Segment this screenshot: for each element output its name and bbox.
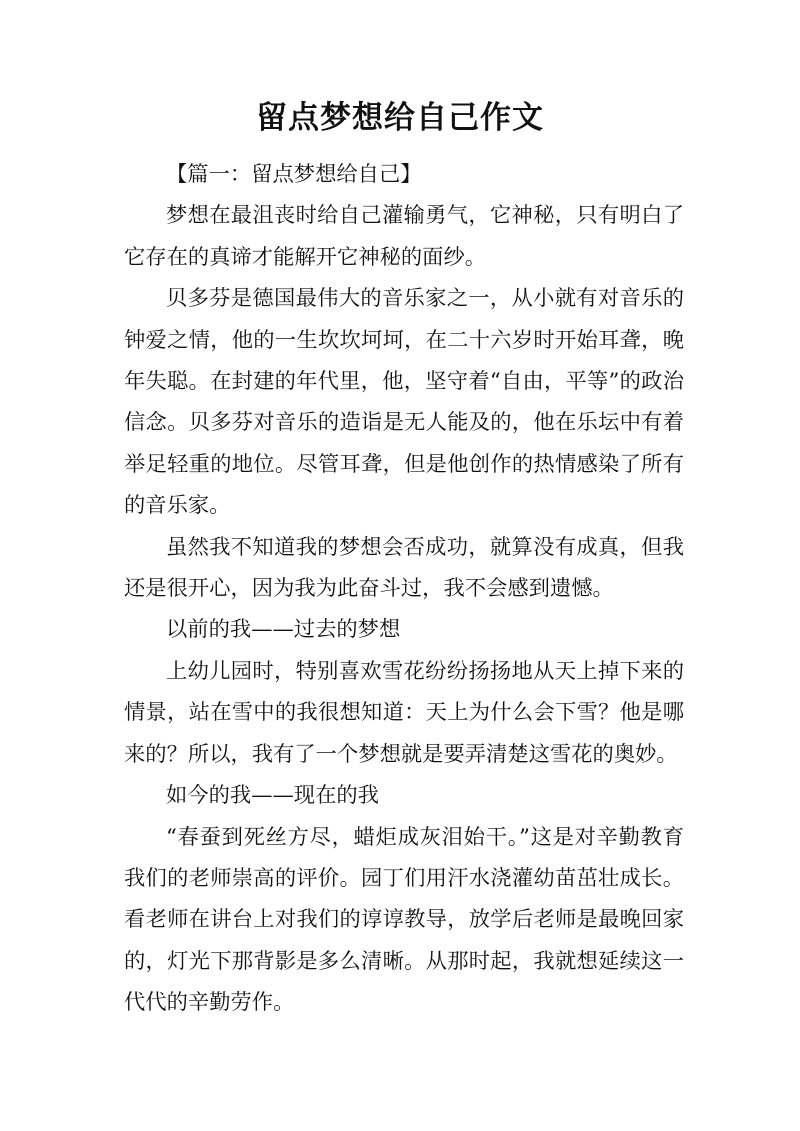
paragraph: 虽然我不知道我的梦想会否成功，就算没有成真，但我还是很开心，因为我为此奋斗过，我不会感到遗憾。 xyxy=(124,534,684,602)
paragraph: 上幼儿园时，特别喜欢雪花纷纷扬扬地从天上掉下来的情景，站在雪中的我很想知道：天上为什么会下雪？他是哪来的？所以，我有了一个梦想就是要弄清楚这雪花的奥妙。 xyxy=(124,658,684,767)
subheading: 如今的我——现在的我 xyxy=(166,783,379,809)
paragraph: 贝多芬是德国最伟大的音乐家之一，从小就有对音乐的钟爱之情，他的一生坎坎坷坷，在二十六岁时开始耳聋，晚年失聪。在封建的年代里，他，坚守着“自由，平等”的政治信念。贝多芬对音乐的造诣是无人能及的，他在乐坛中有着举足轻重的地位。尽管耳聋，但是他创作的热情感染了所有的音乐家。 xyxy=(124,286,684,519)
paragraph: “春蚕到死丝方尽，蜡炬成灰泪始干。”这是对辛勤教育我们的老师崇高的评价。园丁们用汗水浇灌幼苗茁壮成长。看老师在讲台上对我们的谆谆教导，放学后老师是最晚回家的，灯光下那背影是多么清晰。从那时起，我就想延续这一代代的辛勤劳作。 xyxy=(124,824,684,1016)
subheading: 以前的我——过去的梦想 xyxy=(166,617,401,643)
document-body xyxy=(124,154,684,1024)
section-heading: 【篇一：留点梦想给自己】 xyxy=(166,162,422,187)
document-title: 留点梦想给自己作文 xyxy=(256,100,544,136)
paragraph: 梦想在最沮丧时给自己灌输勇气，它神秘，只有明白了它存在的真谛才能解开它神秘的面纱。 xyxy=(124,203,684,270)
